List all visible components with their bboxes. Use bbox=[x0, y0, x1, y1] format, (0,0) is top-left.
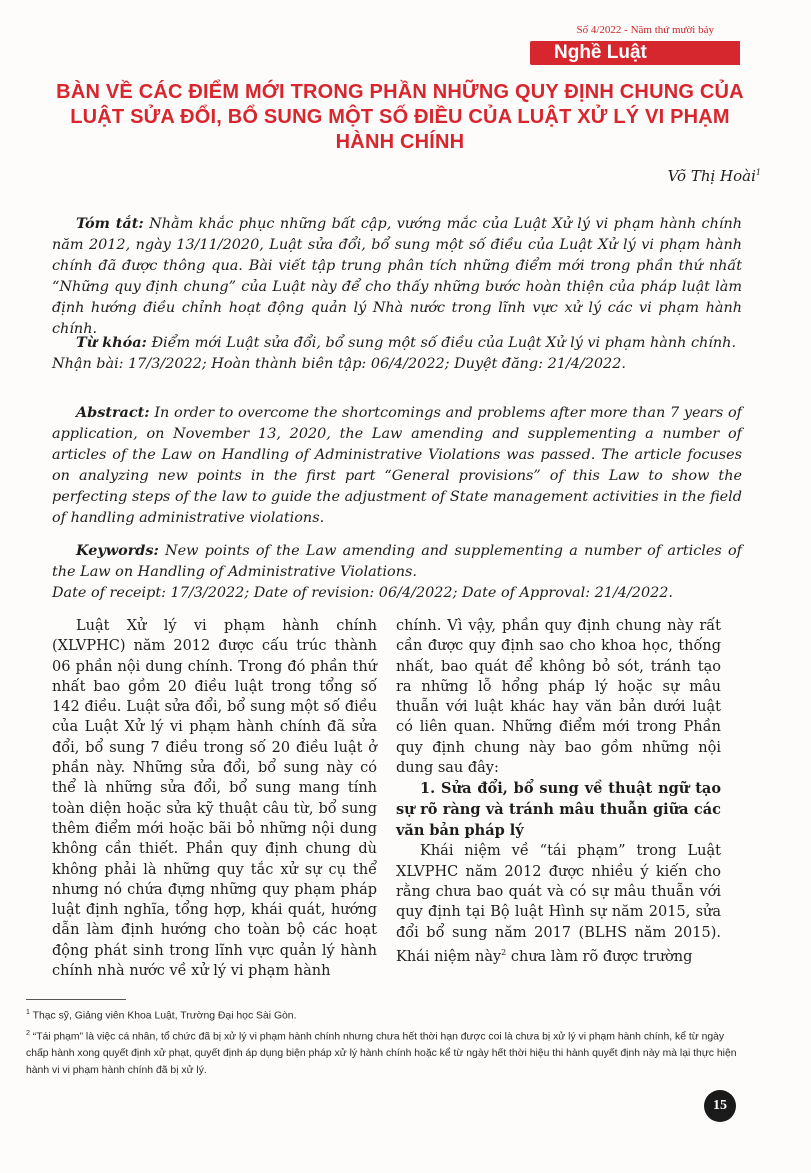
body-paragraph: Luật Xử lý vi phạm hành chính (XLVPHC) năm 2012 được cấu trúc thành 06 phần nội dung chính. Trong đó phần thứ nhất bao gồm 20 điều luật trong tổng số 142 điều. Luật sửa đổi, bổ sung một số điều của Luật Xử lý vi phạm hành chính đã sửa đổi, bổ sung 7 điều trong số 20 điều luật ở phần này. Những sửa đổi, bổ sung này có thể là những sửa đổi, bổ sung mang tính toàn diện hoặc sửa kỹ thuật câu từ, bổ sung thêm điểm mới hoặc bãi bỏ những nội dung không cần thiết. Phần quy định chung dù không phải là những quy tắc xử sự cụ thể nhưng nó chứa đựng những quy phạm pháp luật định nghĩa, tổng hợp, khái quát, hướng dẫn làm định hướng cho toàn bộ các hoạt động phát sinh trong lĩnh vực quản lý hành chính nhà nước về xử lý vi phạm hành bbox=[52, 618, 377, 980]
section-badge: Nghề Luật bbox=[530, 41, 740, 65]
body-paragraph: Khái niệm về “tái phạm” trong Luật XLVPHC năm 2012 được nhiều ý kiến cho rằng chưa bao quát và có sự mâu thuẫn với quy định tại Bộ luật Hình sự năm 2015, sửa đổi bổ sung năm 2017 (BLHS năm 2015). Khái niệm này$^2$ chưa làm rõ được trường bbox=[396, 843, 721, 965]
footnote-ref: 2 bbox=[501, 947, 507, 957]
author-footnote-mark: 1 bbox=[755, 168, 761, 177]
keywords-en bbox=[52, 540, 742, 604]
dates-vi: Nhận bài: 17/3/2022; Hoàn thành biên tập: 06/4/2022; Duyệt đăng: 21/4/2022. bbox=[52, 356, 626, 372]
footnote-1: $^1$ Thạc sỹ, Giảng viên Khoa Luật, Trường Đại học Sài Gòn. bbox=[26, 1009, 297, 1022]
keywords-vi-label: Từ khóa: bbox=[76, 334, 147, 351]
footnote-2: $^2$ “Tái phạm” là việc cá nhân, tổ chức đã bị xử lý vi phạm hành chính nhưng chưa hết thời hạn được coi là chưa bị xử lý vi phạm hành chính, kể từ ngày chấp hành xong quyết định xử phạt, quyết định áp dụng biện pháp xử lý hành chính hoặc kể từ ngày hết thời hiệu thi hành quyết định này mà lại thực hiện hành vi vi phạm hành chính đã bị xử lý. bbox=[26, 1030, 737, 1077]
keywords-en-text: New points of the Law amending and supplementing a number of articles of the Law on Handling of Administrative Violations. bbox=[52, 543, 743, 580]
section-heading: 1. Sửa đổi, bổ sung về thuật ngữ tạo sự rõ ràng và tránh mâu thuẫn giữa các văn bản pháp lý bbox=[396, 780, 721, 840]
keywords-vi-text: Điểm mới Luật sửa đổi, bổ sung một số điều của Luật Xử lý vi phạm hành chính. bbox=[151, 335, 737, 351]
body-right-column bbox=[396, 616, 721, 967]
issue-info: Số 4/2022 - Năm thứ mười bảy bbox=[576, 24, 714, 36]
page-number: 15 bbox=[704, 1090, 736, 1122]
footnote-divider bbox=[26, 999, 126, 1000]
summary-label: Tóm tắt: bbox=[76, 215, 144, 232]
author-name: Võ Thị Hoài bbox=[667, 167, 756, 185]
summary-text: Nhằm khắc phục những bất cập, vướng mắc của Luật Xử lý vi phạm hành chính năm 2012, ngày 13/11/2020, Luật sửa đổi, bổ sung một số điều của Luật Xử lý vi phạm hành chính đã được thông qua. Bài viết tập trung phân tích những điểm mới trong phần thứ nhất “Những quy định chung” của Luật này để cho thấy những bước hoàn thiện của pháp luật làm định hướng điều chỉnh hoạt động quản lý Nhà nước trong lĩnh vực xử lý các vi phạm hành chính. bbox=[52, 216, 743, 337]
author bbox=[668, 167, 761, 185]
keywords-en-label: Keywords: bbox=[76, 542, 159, 559]
abstract-en bbox=[52, 402, 742, 529]
body-left-column bbox=[52, 616, 377, 981]
abstract-label: Abstract: bbox=[76, 404, 150, 421]
article-title: BÀN VỀ CÁC ĐIỂM MỚI TRONG PHẦN NHỮNG QUY ĐỊNH CHUNG CỦA LUẬT SỬA ĐỔI, BỔ SUNG MỘT SỐ ĐIỀU CỦA LUẬT XỬ LÝ VI PHẠM HÀNH CHÍNH bbox=[56, 81, 744, 153]
keywords-vi bbox=[52, 332, 742, 375]
dates-en: Date of receipt: 17/3/2022; Date of revision: 06/4/2022; Date of Approval: 21/4/2022. bbox=[52, 585, 674, 601]
summary-vi bbox=[52, 213, 742, 340]
body-paragraph: chính. Vì vậy, phần quy định chung này rất cần được quy định sao cho khoa học, thống nhất, bao quát để không bỏ sót, tránh tạo ra những lỗ hổng pháp lý hoặc sự mâu thuẫn với luật khác hay văn bản dưới luật có liên quan. Những điểm mới trong Phần quy định chung này bao gồm những nội dung sau đây: bbox=[396, 618, 721, 777]
abstract-text: In order to overcome the shortcomings and problems after more than 7 years of application, on November 13, 2020, the Law amending and supplementing a number of articles of the Law on Handling of Administrative Violations was passed. The article focuses on analyzing new points in the first part “General provisions” of this Law to show the perfecting steps of the law to guide the adjustment of State management activities in the field of handling administrative violations. bbox=[52, 405, 743, 526]
